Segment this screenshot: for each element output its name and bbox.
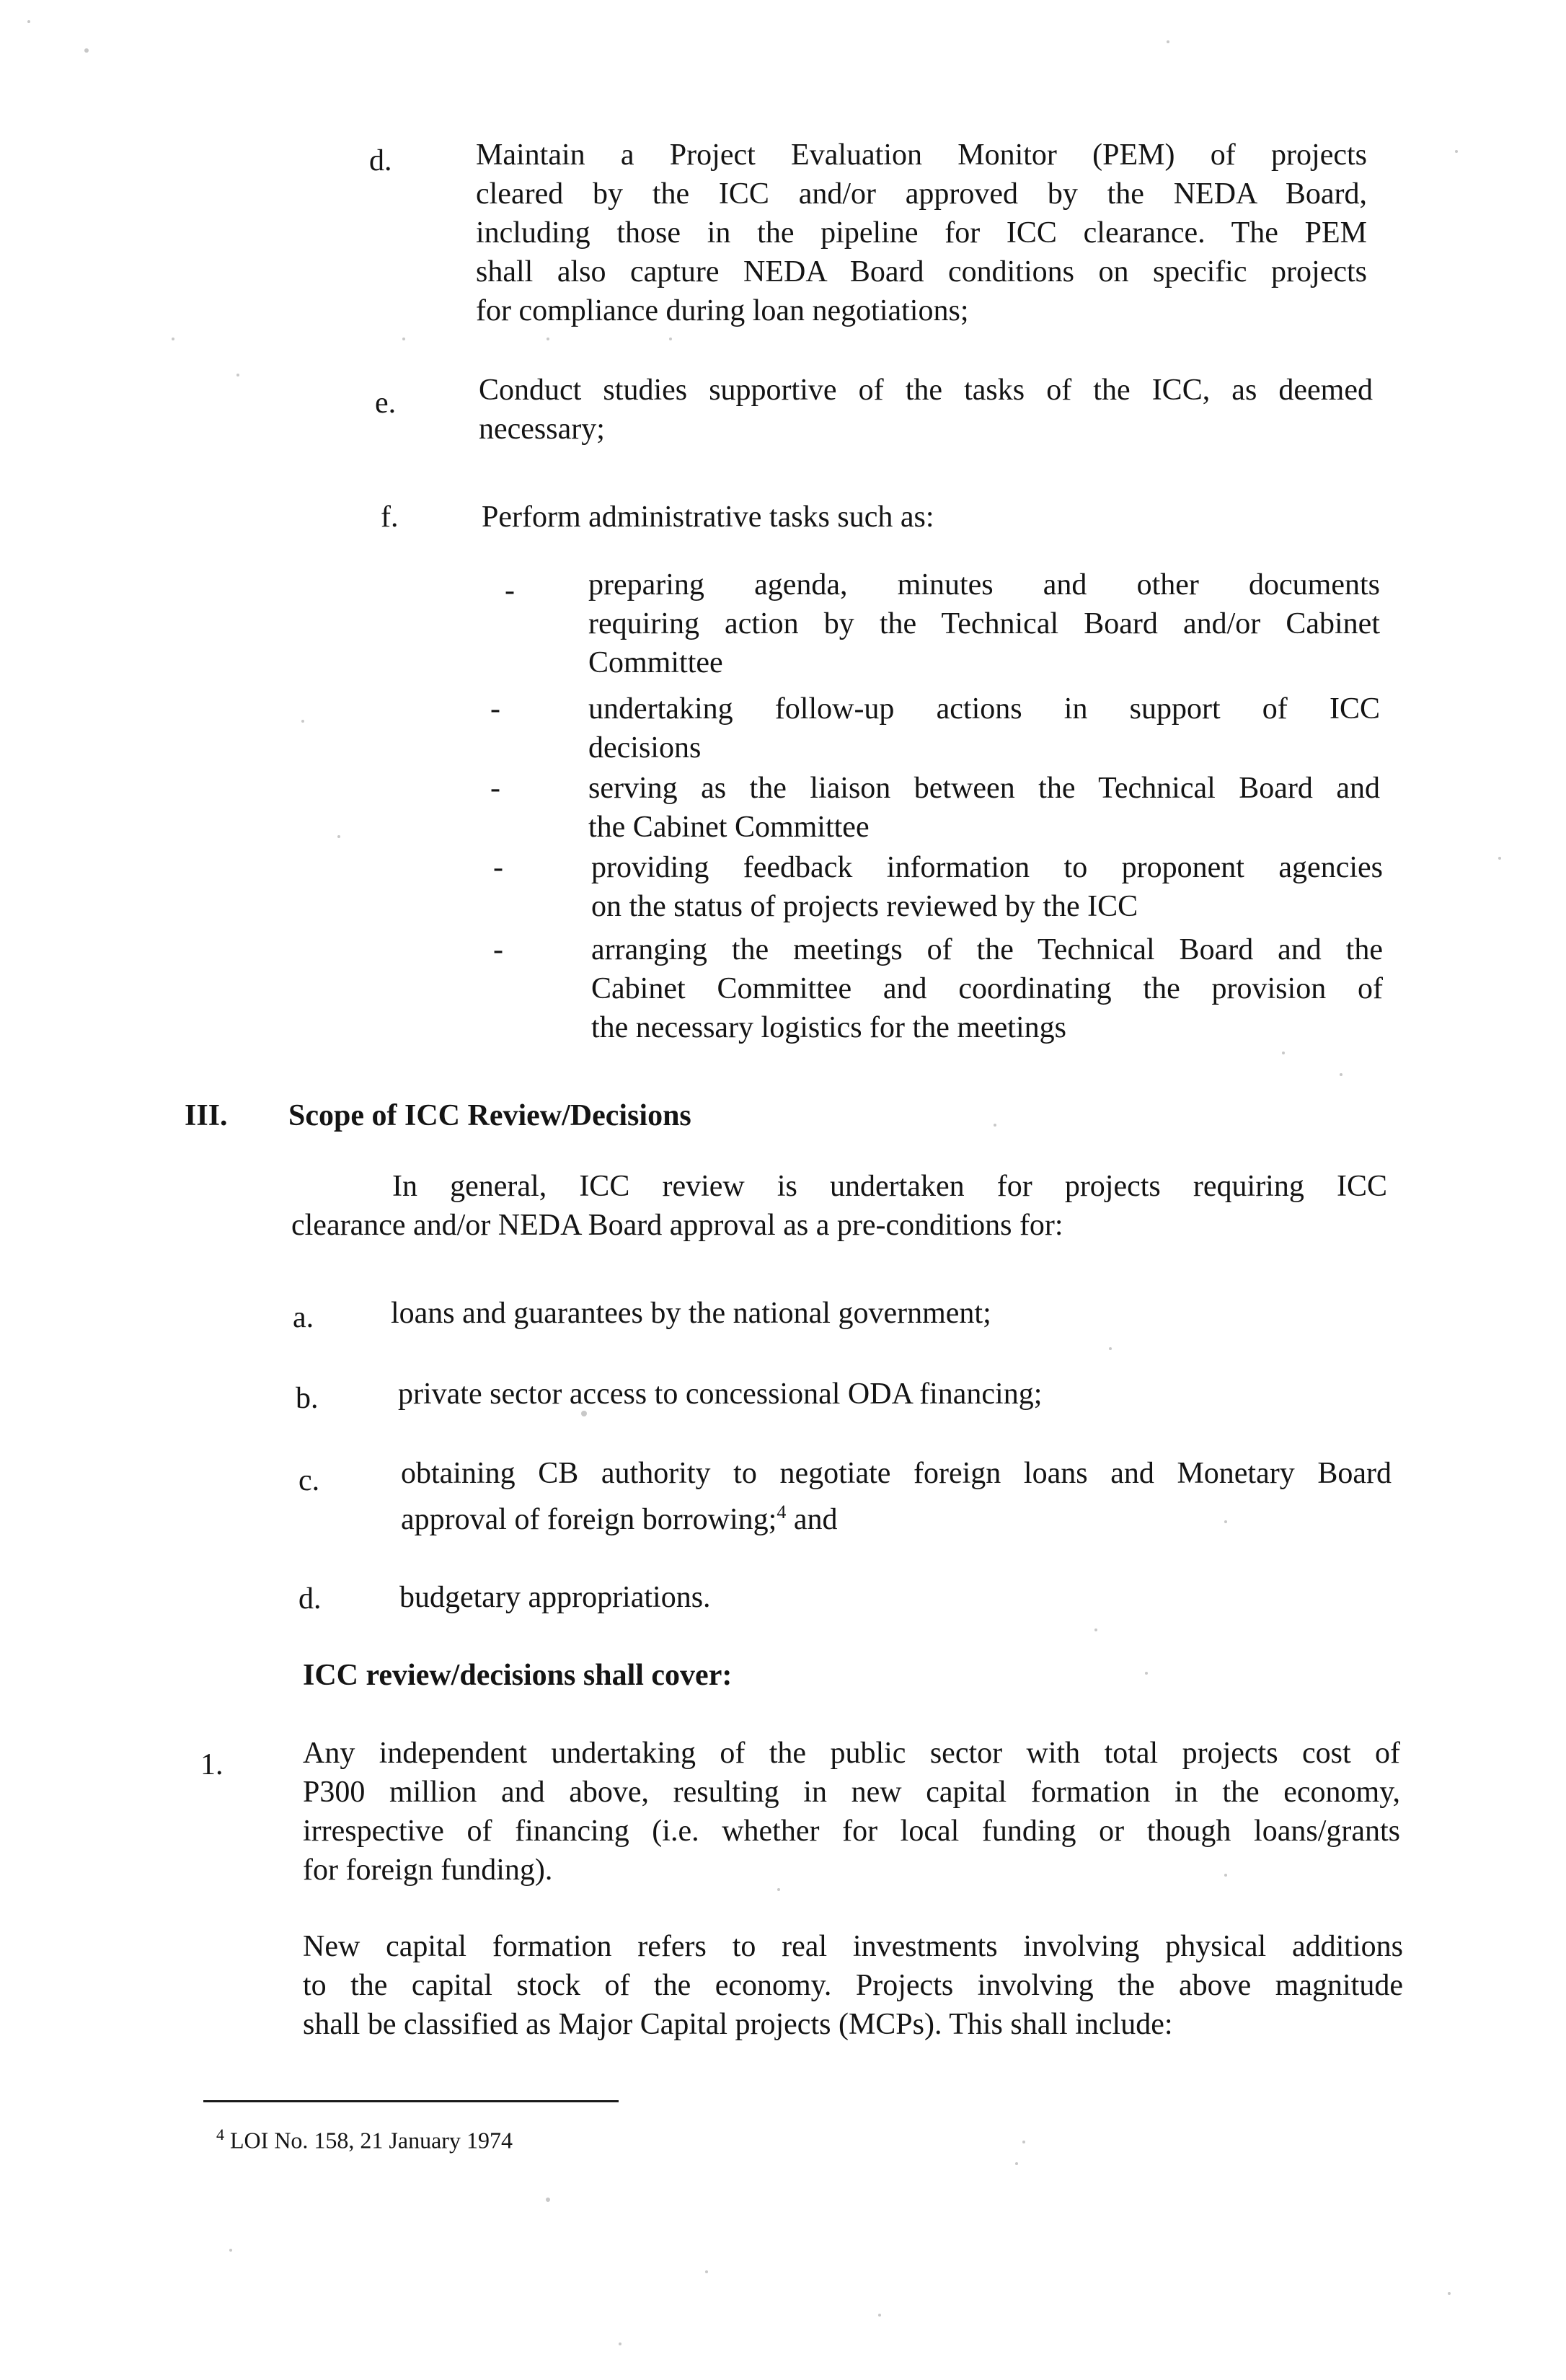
item-e-label: e. bbox=[375, 387, 397, 420]
item-d2-label: d. bbox=[298, 1582, 322, 1616]
text-line: including those in the pipeline for ICC clearance. The PEM bbox=[476, 216, 1367, 250]
text-line: to the capital stock of the economy. Projects involving the above magnitude bbox=[303, 1969, 1403, 2002]
item-d-text bbox=[476, 136, 1367, 330]
text-line: New capital formation refers to real investments involving physical additions bbox=[303, 1930, 1403, 1963]
item-a-text: loans and guarantees by the national government; bbox=[391, 1297, 991, 1330]
text-line: cleared by the ICC and/or approved by the NEDA Board, bbox=[476, 177, 1367, 211]
text-line: Any independent undertaking of the public sector with total projects cost of bbox=[303, 1737, 1400, 1770]
text-line: Committee bbox=[588, 646, 723, 679]
bullet-dash: - bbox=[493, 933, 503, 966]
cover-item-label: 1. bbox=[200, 1748, 224, 1781]
text-line: for compliance during loan negotiations; bbox=[476, 294, 969, 327]
section-intro bbox=[291, 1167, 1387, 1245]
cover-item-paragraph bbox=[303, 1927, 1403, 2044]
text-line: Conduct studies supportive of the tasks of the ICC, as deemed bbox=[479, 374, 1373, 407]
bullet-item bbox=[588, 769, 1380, 847]
footnote-ref: 4 bbox=[777, 1502, 787, 1522]
text-span: approval of foreign borrowing; bbox=[401, 1503, 777, 1536]
text-line: irrespective of financing (i.e. whether for local funding or though loans/grants bbox=[303, 1815, 1400, 1848]
bullet-dash: - bbox=[505, 574, 515, 607]
item-e-text bbox=[479, 371, 1373, 449]
bullet-item bbox=[591, 930, 1383, 1047]
footnote bbox=[216, 2120, 513, 2155]
text-line: Cabinet Committee and coordinating the provision of bbox=[591, 972, 1383, 1005]
text-line: undertaking follow-up actions in support of ICC bbox=[588, 692, 1380, 726]
text-line: decisions bbox=[588, 731, 702, 764]
text-line: serving as the liaison between the Technical Board and bbox=[588, 772, 1380, 805]
item-d-label: d. bbox=[369, 144, 392, 177]
footnote-marker: 4 bbox=[216, 2125, 224, 2143]
bullet-item bbox=[588, 565, 1380, 682]
text-line: for foreign funding). bbox=[303, 1854, 553, 1887]
text-line: preparing agenda, minutes and other documents bbox=[588, 568, 1380, 601]
text-line: requiring action by the Technical Board and/or Cabinet bbox=[588, 607, 1380, 640]
item-b-label: b. bbox=[296, 1382, 319, 1415]
cover-heading: ICC review/decisions shall cover: bbox=[303, 1659, 733, 1692]
bullet-dash: - bbox=[490, 772, 500, 805]
text-line: P300 million and above, resulting in new capital formation in the economy, bbox=[303, 1776, 1400, 1809]
text-line: the Cabinet Committee bbox=[588, 811, 870, 844]
bullet-item bbox=[591, 848, 1383, 926]
text-line: arranging the meetings of the Technical Board and the bbox=[591, 933, 1383, 966]
item-c-text bbox=[401, 1454, 1392, 1539]
cover-item-text bbox=[303, 1734, 1400, 1890]
text-line: clearance and/or NEDA Board approval as a pre-conditions for: bbox=[291, 1209, 1063, 1242]
text-line: In general, ICC review is undertaken for projects requiring ICC bbox=[392, 1170, 1387, 1203]
text-line: necessary; bbox=[479, 413, 605, 446]
text-line bbox=[401, 1493, 1392, 1539]
text-line: on the status of projects reviewed by the ICC bbox=[591, 890, 1138, 923]
text-line: providing feedback information to proponent agencies bbox=[591, 851, 1383, 884]
bullet-dash: - bbox=[490, 692, 500, 726]
text-line: the necessary logistics for the meetings bbox=[591, 1011, 1066, 1044]
item-f-text: Perform administrative tasks such as: bbox=[482, 501, 934, 534]
item-b-text: private sector access to concessional ODA financing; bbox=[398, 1378, 1043, 1411]
footnote-rule bbox=[203, 2100, 619, 2102]
item-c-label: c. bbox=[298, 1464, 320, 1497]
text-line: obtaining CB authority to negotiate foreign loans and Monetary Board bbox=[401, 1457, 1392, 1490]
item-d2-text: budgetary appropriations. bbox=[399, 1581, 711, 1614]
text-line: shall be classified as Major Capital projects (MCPs). This shall include: bbox=[303, 2008, 1173, 2041]
text-span: and bbox=[786, 1503, 838, 1536]
item-a-label: a. bbox=[293, 1301, 314, 1334]
item-f-label: f. bbox=[381, 501, 399, 534]
bullet-item bbox=[588, 689, 1380, 767]
bullet-dash: - bbox=[493, 851, 503, 884]
footnote-text: LOI No. 158, 21 January 1974 bbox=[230, 2127, 513, 2154]
text-line: Maintain a Project Evaluation Monitor (PEM) of projects bbox=[476, 138, 1367, 172]
section-number: III. bbox=[185, 1099, 228, 1132]
text-line: shall also capture NEDA Board conditions on specific projects bbox=[476, 255, 1367, 288]
section-heading: Scope of ICC Review/Decisions bbox=[288, 1099, 691, 1132]
